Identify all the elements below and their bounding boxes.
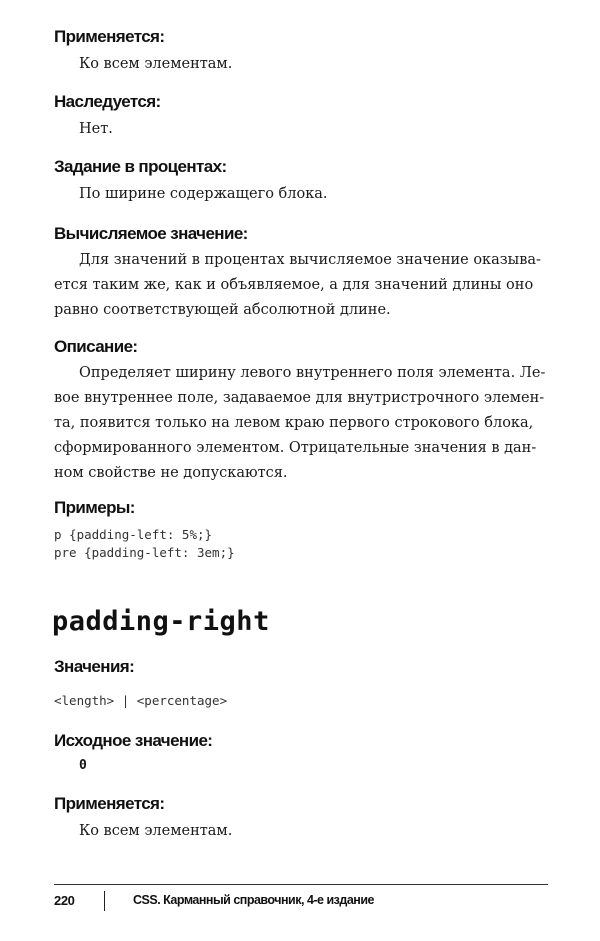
computed-text: Для значений в процентах вычисляемое значение оказыва- ется таким же, как и объявляемое, а для значений длины оно равно соответствующей абсолютной длине. [54,252,541,318]
percentages-heading: Задание в процентах: [54,157,227,176]
code-line: p {padding-left: 5%;} [54,527,213,542]
examples-heading: Примеры: [54,498,135,517]
initial-value-heading: Исходное значение: [54,731,213,750]
property-title: padding-right [52,606,270,637]
code-line: pre {padding-left: 3em;} [54,545,235,560]
footer-separator [104,891,105,911]
percentages-text: По ширине содержащего блока. [79,186,328,202]
computed-heading: Вычисляемое значение: [54,224,248,243]
values-heading: Значения: [54,657,135,676]
description-text: Определяет ширину левого внутреннего поля элемента. Ле- вое внутреннее поле, задаваемое для внутристрочного элемен- та, появится только на левом краю первого строкового блока, сформированного элементом. Отрицательные значения в дан- ном свойстве не допускаются. [54,365,546,481]
description-heading: Описание: [54,337,138,356]
applies-to-heading-2: Применяется: [54,794,165,813]
book-title: CSS. Карманный справочник, 4-е издание [133,893,374,907]
footer-rule [54,884,548,885]
page-number: 220 [54,893,75,908]
applies-to-text-2: Ко всем элементам. [79,823,233,839]
applies-to-text: Ко всем элементам. [79,56,233,72]
applies-to-heading: Применяется: [54,27,165,46]
inherited-heading: Наследуется: [54,92,161,111]
examples-code [54,526,235,562]
initial-value: 0 [79,758,87,773]
inherited-text: Нет. [79,121,113,137]
values-code: <length> | <percentage> [54,693,228,708]
